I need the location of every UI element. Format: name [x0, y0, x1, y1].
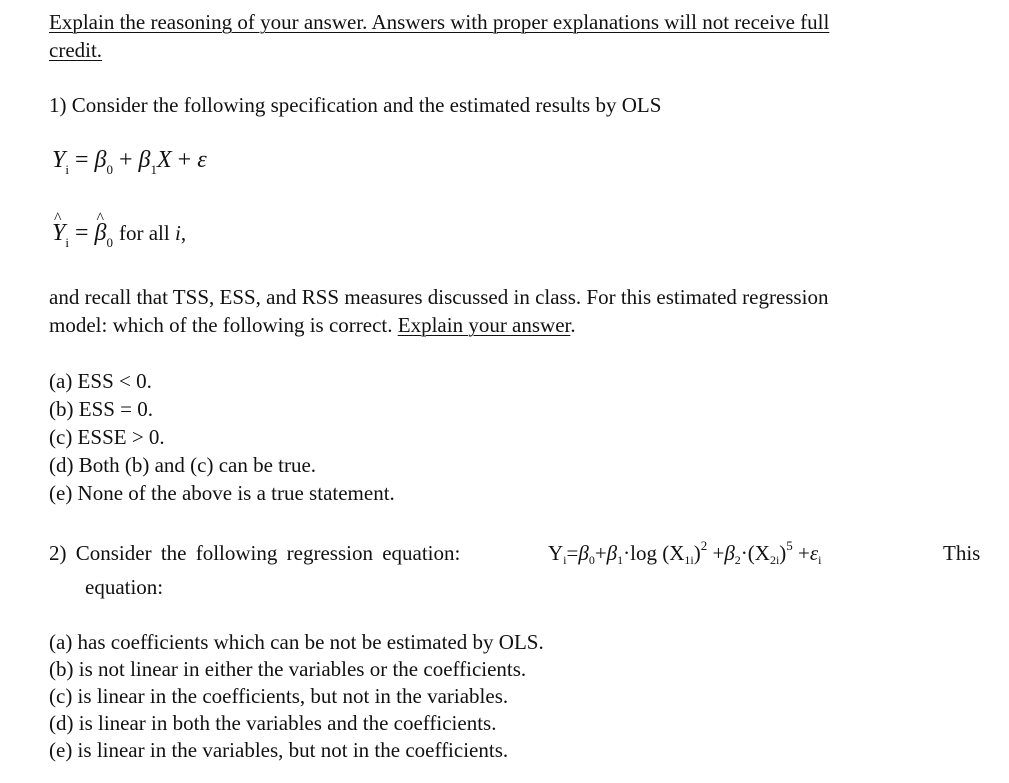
- q1-option-b: (b) ESS = 0.: [49, 397, 154, 421]
- q1-equation-fitted: ^ $Y_i$ = ^ $\beta_0$ for all i,: [52, 219, 186, 250]
- q1-option-a: (a) ESS < 0.: [49, 369, 152, 393]
- q1-options: [49, 367, 395, 507]
- q2-option-c: (c) is linear in the coefficients, but not in the variables.: [49, 684, 509, 708]
- q1-option-d: (d) Both (b) and (c) can be true.: [49, 453, 317, 477]
- q2-option-a: (a) has coefficients which can be not be estimated by OLS.: [49, 630, 544, 654]
- intro-line-1: Explain the reasoning of your answer. Answers with proper explanations will not receive full: [49, 10, 830, 34]
- q1-equation-model: $Y_i = \beta_0 + \beta_1X + \varepsilon$: [52, 147, 207, 177]
- q2-option-b: (b) is not linear in either the variables or the coefficients.: [49, 657, 527, 681]
- q2-equation: Yi=β0+β1·log $(X1i)^2 +\beta 2\cdot(X2i)^5 +\varepsilon i$: [548, 538, 822, 567]
- intro-line-2: credit.: [49, 38, 103, 62]
- q2-stem-tail: This: [943, 541, 981, 565]
- explain-answer-text: Explain your answer: [397, 313, 571, 337]
- q1-body-line-2: model: which of the following is correct. Explain your answer.: [49, 313, 576, 337]
- q2-stem: 2) Consider the following regression equation:: [49, 541, 461, 565]
- q2-stem-line-2: equation:: [85, 575, 164, 599]
- q2-options: [49, 628, 544, 763]
- q1-option-e: (e) None of the above is a true statement.: [49, 481, 395, 505]
- q1-option-c: (c) ESSE > 0.: [49, 425, 165, 449]
- q1-stem: 1) Consider the following specification and the estimated results by OLS: [49, 93, 662, 117]
- q2-option-d: (d) is linear in both the variables and the coefficients.: [49, 711, 497, 735]
- q1-body-line-1: and recall that TSS, ESS, and RSS measures discussed in class. For this estimated regression: [49, 285, 829, 309]
- q2-option-e: (e) is linear in the variables, but not in the coefficients.: [49, 738, 509, 762]
